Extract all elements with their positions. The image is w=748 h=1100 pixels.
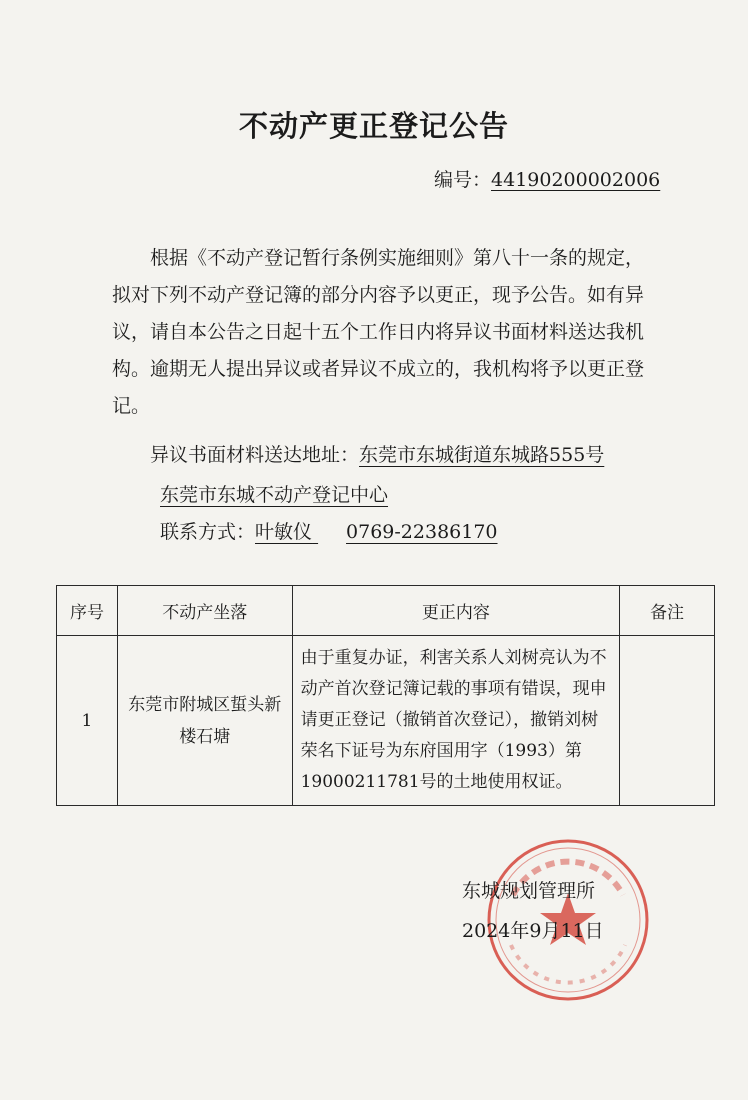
cell-remark — [620, 636, 715, 806]
objection-address-line2-row — [160, 480, 388, 507]
contact-label: 联系方式： — [160, 521, 256, 543]
header-remark: 备注 — [620, 586, 715, 636]
document-number — [434, 165, 660, 192]
contact-info — [160, 517, 498, 544]
page-title: 不动产更正登记公告 — [238, 109, 509, 143]
objection-address-label: 异议书面材料送达地址： — [150, 444, 360, 466]
objection-address — [150, 440, 604, 467]
document-number-label: 编号： — [434, 169, 492, 191]
announcement-paragraph: 根据《不动产登记暂行条例实施细则》第八十一条的规定，拟对下列不动产登记簿的部分内容予以更正，现予公告。如有异议，请自本公告之日起十五个工作日内将异议书面材料送达我机构。逾期无人提出异议或者异议不成立的，我机构将予以更正登记。 — [112, 247, 645, 417]
objection-address-line1: 东莞市东城街道东城路555号 — [359, 444, 605, 466]
header-location: 不动产坐落 — [117, 586, 292, 636]
issuing-organization: 东城规划管理所 — [462, 880, 596, 902]
objection-address-line2: 东莞市东城不动产登记中心 — [160, 484, 389, 506]
table-header-row — [57, 586, 715, 636]
header-seq: 序号 — [57, 586, 118, 636]
contact-name: 叶敏仪 — [255, 521, 313, 543]
cell-content: 由于重复办证，利害关系人刘树亮认为不动产首次登记簿记载的事项有错误，现申请更正登记（撤销首次登记），撤销刘树荣名下证号为东府国用字（1993）第19000211781号的土地使用权证。 — [292, 636, 620, 806]
correction-table — [56, 585, 715, 806]
contact-underline-gap — [312, 521, 346, 543]
cell-location: 东莞市附城区蜇头新楼石塘 — [117, 636, 292, 806]
cell-seq: 1 — [57, 636, 118, 806]
table-row — [57, 636, 715, 806]
document-number-value: 44190200002006 — [491, 169, 661, 191]
issue-date: 2024年9月11日 — [462, 920, 604, 942]
contact-phone: 0769-22386170 — [346, 521, 498, 543]
header-content: 更正内容 — [292, 586, 620, 636]
